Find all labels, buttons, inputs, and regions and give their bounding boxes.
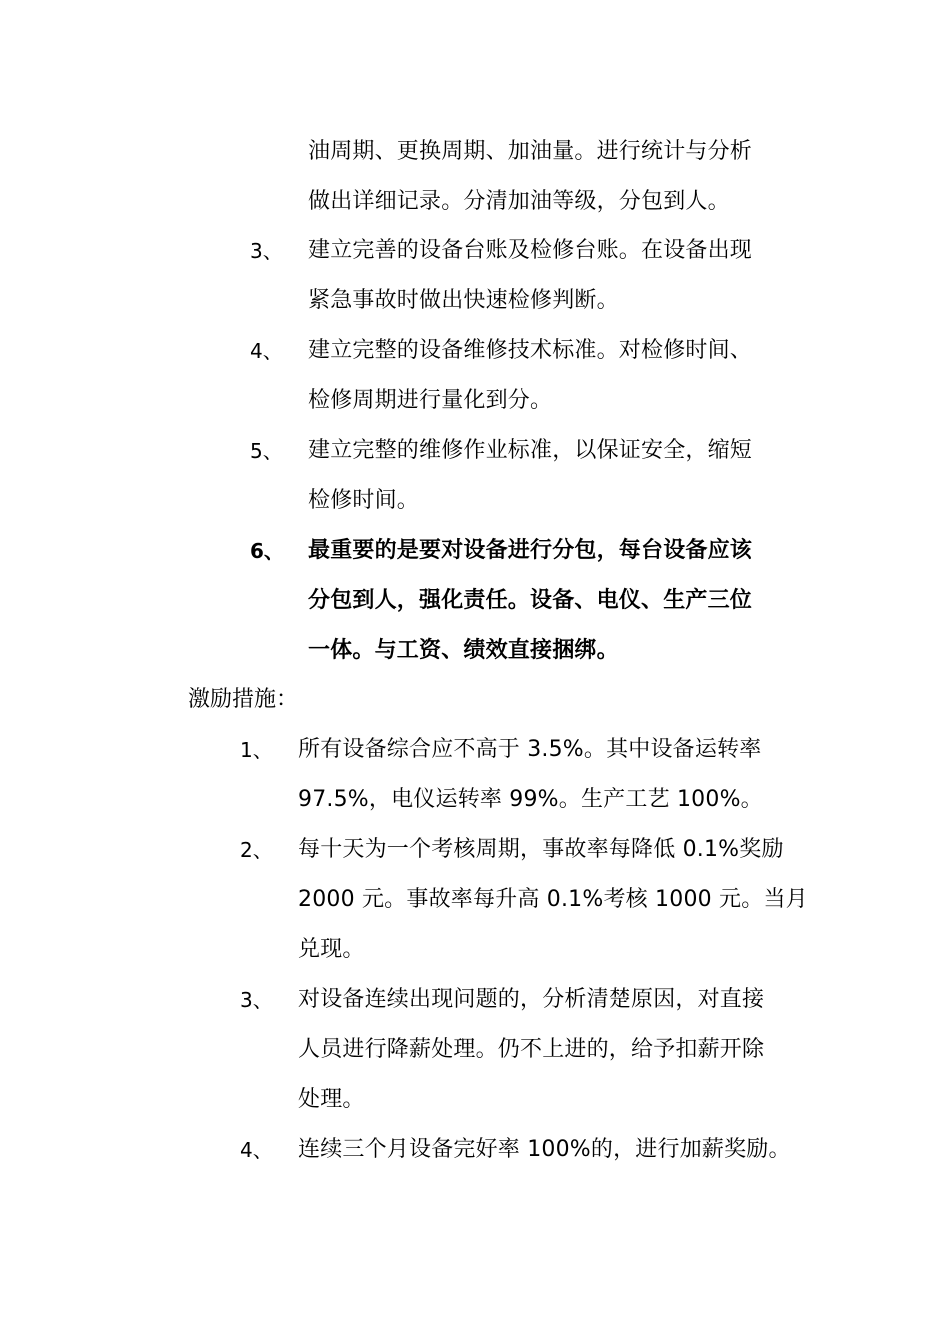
list-item-text-emphasis: 分包到人，强化责任。设备、电仪、生产三位 [308,588,753,613]
list-item-text: 建立完善的设备台账及检修台账。在设备出现 [308,238,753,263]
list-item-text: 人员进行降薪处理。仍不上进的，给予扣薪开除 [298,1037,765,1062]
list-item-text: 2000 元。事故率每升高 0.1%考核 1000 元。当月 [298,887,808,912]
list-item-number: 4、 [240,1138,273,1162]
list-item-number: 4、 [250,339,283,363]
list-item-text: 每十天为一个考核周期，事故率每降低 0.1%奖励 [298,837,784,862]
list-item-text: 建立完整的设备维修技术标准。对检修时间、 [308,338,753,363]
list-item-text: 兑现。 [298,937,365,962]
continuation-line: 做出详细记录。分清加油等级，分包到人。 [308,189,730,214]
list-item-number: 3、 [250,239,283,263]
list-item-text-emphasis: 一体。与工资、绩效直接捆绑。 [308,638,619,663]
list-item-text: 紧急事故时做出快速检修判断。 [308,288,619,313]
list-item-number: 2、 [240,838,273,862]
list-item-text: 97.5%，电仪运转率 99%。生产工艺 100%。 [298,787,763,812]
section-heading: 激励措施： [188,687,299,712]
continuation-line: 油周期、更换周期、加油量。进行统计与分析 [308,139,753,164]
list-item-text: 检修周期进行量化到分。 [308,388,553,413]
list-item-text-emphasis: 最重要的是要对设备进行分包，每台设备应该 [308,538,753,563]
list-item-text: 处理。 [298,1087,365,1112]
list-item-number: 3、 [240,988,273,1012]
list-item-text: 建立完整的维修作业标准，以保证安全，缩短 [308,438,753,463]
list-item-text: 所有设备综合应不高于 3.5%。其中设备运转率 [298,737,762,762]
list-item-text: 检修时间。 [308,488,420,513]
list-item-number: 6、 [250,539,284,563]
list-item-number: 5、 [250,439,283,463]
list-item-number: 1、 [240,738,273,762]
list-item-text: 对设备连续出现问题的，分析清楚原因，对直接 [298,987,765,1012]
list-item-text: 连续三个月设备完好率 100%的，进行加薪奖励。 [298,1137,791,1162]
